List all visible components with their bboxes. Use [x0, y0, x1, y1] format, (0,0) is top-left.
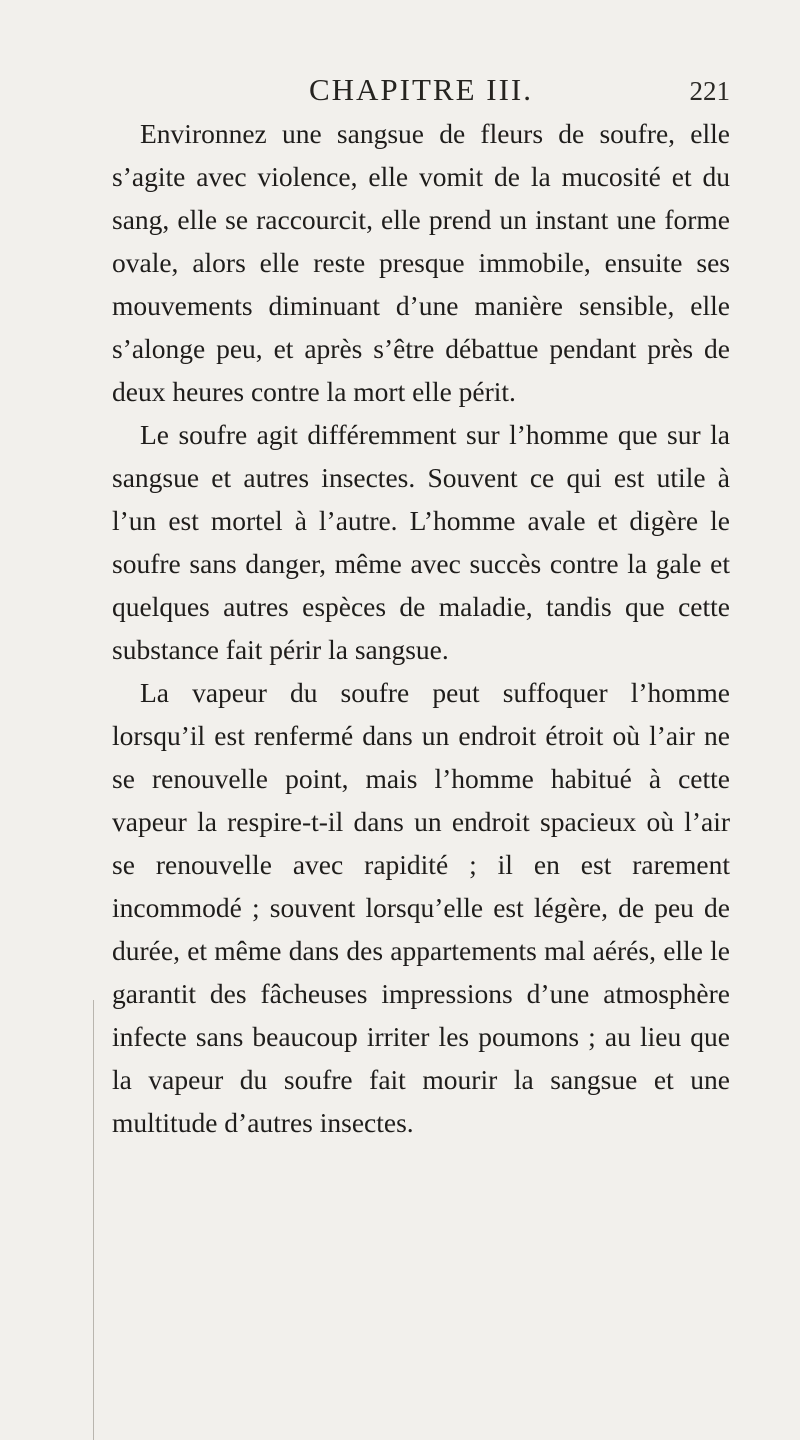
page-number: 221 — [689, 76, 730, 106]
running-head — [112, 72, 730, 112]
chapter-title: CHAPITRE III. — [308, 72, 534, 107]
paragraph: Environnez une sangsue de fleurs de soufre, elle s’agite avec violence, elle vomit de la mucosité et du sang, elle se raccourcit, elle prend un instant une forme ovale, alors elle reste presque immobile, ensuite ses mouvements diminuant d’une manière sensible, elle s’alonge peu, et après s’être débattue pendant près de deux heures contre la mort elle périt. — [112, 118, 730, 407]
gutter-shadow-line — [93, 1000, 94, 1440]
paragraph: Le soufre agit différemment sur l’homme que sur la sangsue et autres insectes. Souvent ce qui est utile à l’un est mortel à l’autre. L’homme avale et digère le soufre sans danger, même avec succès contre la gale et quelques autres espèces de maladie, tandis que cette substance fait périr la sangsue. — [112, 419, 730, 665]
body-text — [112, 112, 730, 1144]
paragraph: La vapeur du soufre peut suffoquer l’homme lorsqu’il est renfermé dans un endroit étroit où l’air ne se renouvelle point, mais l’homme habitué à cette vapeur la respire-t-il dans un endroit spacieux où l’air se renouvelle avec rapidité ; il en est rarement incommodé ; souvent lorsqu’elle est légère, de peu de durée, et même dans des appartements mal aérés, elle le garantit des fâcheuses impressions d’une atmosphère infecte sans beaucoup irriter les poumons ; au lieu que la vapeur du soufre fait mourir la sangsue et une multitude d’autres insectes. — [112, 677, 730, 1138]
